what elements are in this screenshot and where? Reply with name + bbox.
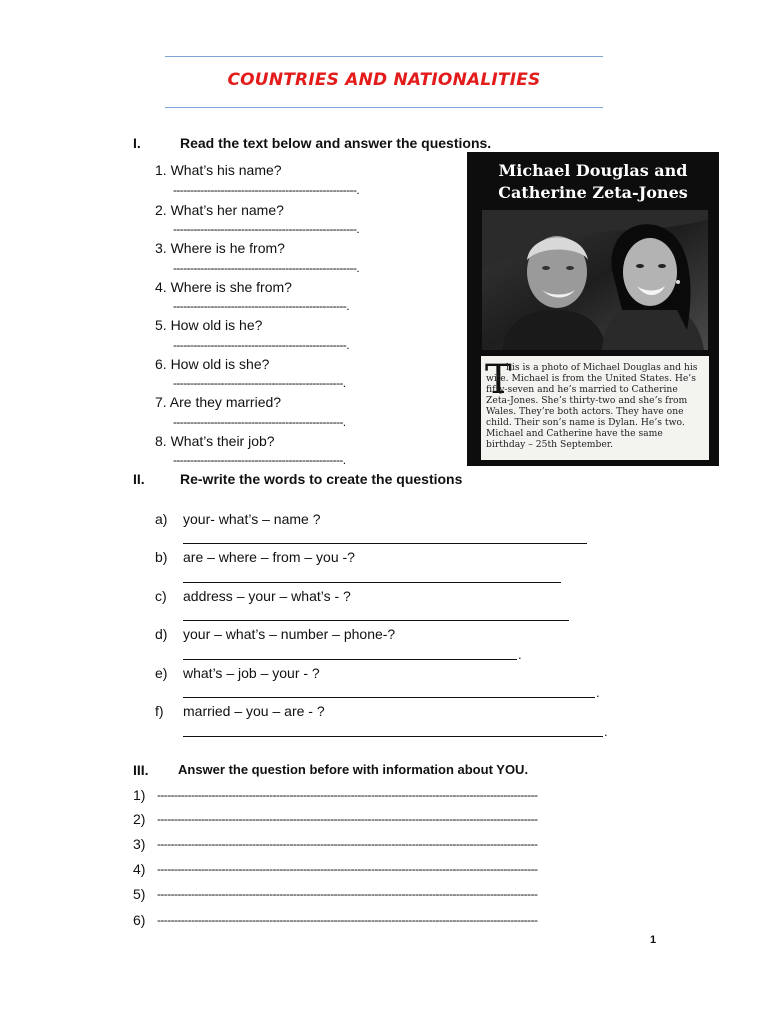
section-2-number: II. bbox=[133, 471, 145, 487]
rewrite-words-f: married – you – are - ? bbox=[183, 703, 325, 719]
question-8: 8. What’s their job? bbox=[155, 433, 275, 449]
answer-number-5: 5) bbox=[133, 886, 146, 902]
rewrite-dot-d: . bbox=[518, 647, 522, 662]
section-3-number: III. bbox=[133, 762, 149, 778]
answer-number-3: 3) bbox=[133, 836, 146, 852]
rewrite-dot-f: . bbox=[604, 724, 608, 739]
rewrite-words-e: what’s – job – your - ? bbox=[183, 665, 320, 681]
rewrite-letter-b: b) bbox=[155, 549, 168, 565]
rewrite-letter-e: e) bbox=[155, 665, 168, 681]
rewrite-dot-e: . bbox=[596, 685, 600, 700]
you-answer-line-4[interactable]: ---------------------------------------------------------------------------------------------------------------- bbox=[157, 862, 538, 876]
question-5: 5. How old is he? bbox=[155, 317, 263, 333]
answer-line-5[interactable]: ---------------------------------------------------. bbox=[173, 338, 349, 352]
rewrite-line-c[interactable] bbox=[183, 620, 569, 621]
you-answer-line-3[interactable]: ---------------------------------------------------------------------------------------------------------------- bbox=[157, 837, 538, 851]
rewrite-words-d: your – what’s – number – phone-? bbox=[183, 626, 396, 642]
photo-caption-text: his is a photo of Michael Douglas and his wife. Michael is from the United States. He’s fifty-seven and he’s married to Catherine Zeta-Jones. She’s thirty-two and she’s from Wales. They’re both actors. They have one child. Their son’s name is Dylan. He’s two. Michael and Catherine have the same birthday – 25th September. bbox=[486, 362, 698, 450]
rewrite-line-b[interactable] bbox=[183, 582, 561, 583]
answer-line-1[interactable]: ------------------------------------------------------. bbox=[173, 183, 360, 197]
you-answer-line-6[interactable]: ---------------------------------------------------------------------------------------------------------------- bbox=[157, 913, 538, 927]
rewrite-letter-c: c) bbox=[155, 588, 167, 604]
page-title: COUNTRIES AND NATIONALITIES bbox=[227, 70, 541, 90]
rewrite-letter-d: d) bbox=[155, 626, 168, 642]
rewrite-words-b: are – where – from – you -? bbox=[183, 549, 355, 565]
you-answer-line-5[interactable]: ---------------------------------------------------------------------------------------------------------------- bbox=[157, 887, 538, 901]
title-rule-top bbox=[165, 56, 603, 57]
answer-number-2: 2) bbox=[133, 811, 146, 827]
caption-drop-cap: T bbox=[485, 357, 512, 403]
section-2-heading: Re-write the words to create the questions bbox=[180, 471, 463, 487]
rewrite-line-a[interactable] bbox=[183, 543, 587, 544]
page-number: 1 bbox=[650, 934, 657, 946]
rewrite-line-f[interactable] bbox=[183, 736, 603, 737]
answer-number-4: 4) bbox=[133, 861, 146, 877]
section-1-heading: Read the text below and answer the questions. bbox=[180, 135, 492, 151]
answer-number-1: 1) bbox=[133, 787, 146, 803]
answer-line-7[interactable]: --------------------------------------------------. bbox=[173, 415, 346, 429]
question-4: 4. Where is she from? bbox=[155, 279, 292, 295]
photo-card-title-line-1: Michael Douglas and bbox=[498, 161, 688, 180]
answer-line-4[interactable]: ---------------------------------------------------. bbox=[173, 299, 349, 313]
section-1-number: I. bbox=[133, 135, 141, 151]
answer-line-3[interactable]: ------------------------------------------------------. bbox=[173, 261, 360, 275]
couple-photo bbox=[482, 210, 708, 350]
rewrite-words-a: your- what’s – name ? bbox=[183, 511, 321, 527]
rewrite-letter-f: f) bbox=[155, 703, 164, 719]
rewrite-line-e[interactable] bbox=[183, 697, 595, 698]
rewrite-letter-a: a) bbox=[155, 511, 168, 527]
answer-line-6[interactable]: --------------------------------------------------. bbox=[173, 376, 346, 390]
answer-line-2[interactable]: ------------------------------------------------------. bbox=[173, 222, 360, 236]
question-7: 7. Are they married? bbox=[155, 394, 282, 410]
answer-number-6: 6) bbox=[133, 912, 146, 928]
you-answer-line-1[interactable]: ---------------------------------------------------------------------------------------------------------------- bbox=[157, 788, 538, 802]
photo-card-title bbox=[474, 160, 712, 204]
section-3-heading: Answer the question before with information about YOU. bbox=[178, 762, 529, 777]
question-3: 3. Where is he from? bbox=[155, 240, 285, 256]
rewrite-line-d[interactable] bbox=[183, 659, 517, 660]
title-rule-bottom bbox=[165, 107, 603, 108]
question-6: 6. How old is she? bbox=[155, 356, 270, 372]
photo-card-title-line-2: Catherine Zeta-Jones bbox=[498, 183, 688, 202]
question-2: 2. What’s her name? bbox=[155, 202, 284, 218]
answer-line-8[interactable]: --------------------------------------------------. bbox=[173, 453, 346, 467]
question-1: 1. What’s his name? bbox=[155, 162, 282, 178]
you-answer-line-2[interactable]: ---------------------------------------------------------------------------------------------------------------- bbox=[157, 812, 538, 826]
rewrite-words-c: address – your – what’s - ? bbox=[183, 588, 351, 604]
